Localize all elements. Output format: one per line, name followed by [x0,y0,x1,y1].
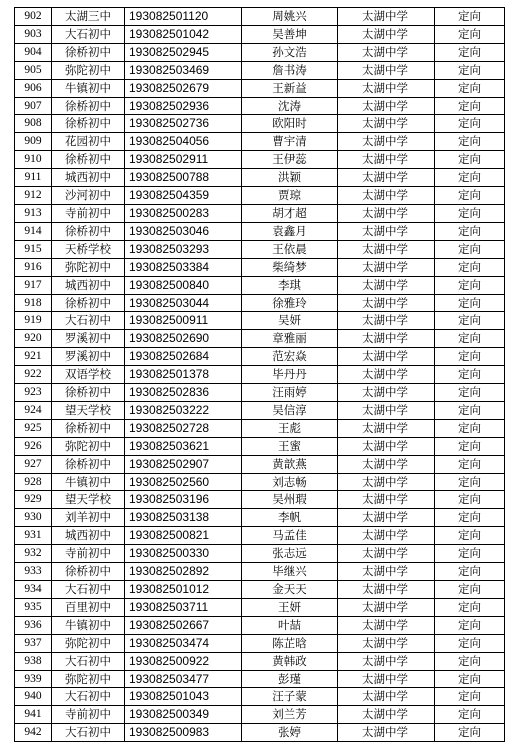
row-number: 927 [15,455,52,473]
student-id-cell: 193082503474 [125,634,242,652]
school-cell: 罗溪初中 [52,330,125,348]
row-number: 904 [15,43,52,61]
school-cell: 花园初中 [52,133,125,151]
row-number: 937 [15,634,52,652]
row-number: 942 [15,724,52,742]
student-name-cell: 陈芷晗 [242,634,338,652]
student-id-cell: 193082502684 [125,348,242,366]
target-school-cell: 太湖中学 [338,204,435,222]
row-number: 936 [15,616,52,634]
school-cell: 大石初中 [52,652,125,670]
student-id-cell: 193082500788 [125,169,242,187]
student-name-cell: 张婷 [242,724,338,742]
table-row [15,581,505,599]
admission-type-cell: 定向 [435,634,505,652]
target-school-cell: 太湖中学 [338,348,435,366]
school-cell: 城西初中 [52,527,125,545]
target-school-cell: 太湖中学 [338,294,435,312]
school-cell: 徐桥初中 [52,43,125,61]
admission-type-cell: 定向 [435,366,505,384]
student-name-cell: 王依晨 [242,240,338,258]
school-cell: 天桥学校 [52,240,125,258]
student-id-cell: 193082503621 [125,437,242,455]
student-name-cell: 吴妍 [242,312,338,330]
admission-type-cell: 定向 [435,509,505,527]
admission-type-cell: 定向 [435,401,505,419]
school-cell: 望天学校 [52,401,125,419]
table-row [15,509,505,527]
school-cell: 寺前初中 [52,204,125,222]
school-cell: 徐桥初中 [52,151,125,169]
student-name-cell: 范宏焱 [242,348,338,366]
target-school-cell: 太湖中学 [338,455,435,473]
row-number: 914 [15,222,52,240]
admission-type-cell: 定向 [435,97,505,115]
school-cell: 牛镇初中 [52,473,125,491]
row-number: 909 [15,133,52,151]
row-number: 923 [15,384,52,402]
table-row [15,79,505,97]
target-school-cell: 太湖中学 [338,133,435,151]
school-cell: 刘羊初中 [52,509,125,527]
target-school-cell: 太湖中学 [338,401,435,419]
table-row [15,43,505,61]
student-name-cell: 王新益 [242,79,338,97]
student-id-cell: 193082501043 [125,688,242,706]
student-id-cell: 193082502667 [125,616,242,634]
school-cell: 大石初中 [52,312,125,330]
row-number: 903 [15,25,52,43]
school-cell: 城西初中 [52,169,125,187]
student-id-cell: 193082503384 [125,258,242,276]
student-name-cell: 袁鑫月 [242,222,338,240]
school-cell: 牛镇初中 [52,616,125,634]
row-number: 941 [15,706,52,724]
student-name-cell: 胡才超 [242,204,338,222]
student-name-cell: 刘志畅 [242,473,338,491]
admission-type-cell: 定向 [435,437,505,455]
table-row [15,563,505,581]
target-school-cell: 太湖中学 [338,581,435,599]
student-name-cell: 周姚兴 [242,8,338,26]
admission-type-cell: 定向 [435,598,505,616]
row-number: 921 [15,348,52,366]
table-row [15,652,505,670]
student-name-cell: 欧阳时 [242,115,338,133]
row-number: 919 [15,312,52,330]
student-name-cell: 吴善坤 [242,25,338,43]
student-name-cell: 詹书涛 [242,61,338,79]
student-name-cell: 沈涛 [242,97,338,115]
table-row [15,634,505,652]
admission-type-cell: 定向 [435,204,505,222]
row-number: 932 [15,545,52,563]
target-school-cell: 太湖中学 [338,634,435,652]
student-id-cell: 193082500911 [125,312,242,330]
target-school-cell: 太湖中学 [338,115,435,133]
table-row [15,222,505,240]
student-id-cell: 193082502892 [125,563,242,581]
table-row [15,366,505,384]
school-cell: 徐桥初中 [52,222,125,240]
target-school-cell: 太湖中学 [338,419,435,437]
row-number: 940 [15,688,52,706]
admission-type-cell: 定向 [435,455,505,473]
school-cell: 徐桥初中 [52,97,125,115]
target-school-cell: 太湖中学 [338,652,435,670]
admission-type-cell: 定向 [435,616,505,634]
student-id-cell: 193082503044 [125,294,242,312]
target-school-cell: 太湖中学 [338,598,435,616]
school-cell: 百里初中 [52,598,125,616]
student-id-cell: 193082503196 [125,491,242,509]
table-row [15,258,505,276]
student-id-cell: 193082502936 [125,97,242,115]
target-school-cell: 太湖中学 [338,312,435,330]
student-id-cell: 193082501120 [125,8,242,26]
student-id-cell: 193082502945 [125,43,242,61]
admission-type-cell: 定向 [435,222,505,240]
admission-type-cell: 定向 [435,670,505,688]
student-id-cell: 193082503293 [125,240,242,258]
school-cell: 城西初中 [52,276,125,294]
row-number: 910 [15,151,52,169]
table-row [15,169,505,187]
student-id-cell: 193082504056 [125,133,242,151]
admission-type-cell: 定向 [435,419,505,437]
target-school-cell: 太湖中学 [338,563,435,581]
target-school-cell: 太湖中学 [338,545,435,563]
student-id-cell: 193082502836 [125,384,242,402]
student-name-cell: 彭瑾 [242,670,338,688]
table-row [15,688,505,706]
table-row [15,97,505,115]
table-row [15,61,505,79]
row-number: 934 [15,581,52,599]
student-name-cell: 吴信淳 [242,401,338,419]
table-row [15,204,505,222]
table-body [15,8,505,742]
row-number: 915 [15,240,52,258]
target-school-cell: 太湖中学 [338,8,435,26]
school-cell: 徐桥初中 [52,455,125,473]
table-row [15,473,505,491]
admission-type-cell: 定向 [435,294,505,312]
school-cell: 弥陀初中 [52,634,125,652]
table-row [15,312,505,330]
table-row [15,348,505,366]
student-id-cell: 193082500922 [125,652,242,670]
admission-type-cell: 定向 [435,240,505,258]
admission-type-cell: 定向 [435,79,505,97]
school-cell: 寺前初中 [52,545,125,563]
target-school-cell: 太湖中学 [338,724,435,742]
row-number: 916 [15,258,52,276]
row-number: 907 [15,97,52,115]
table-row [15,25,505,43]
target-school-cell: 太湖中学 [338,509,435,527]
student-name-cell: 李帆 [242,509,338,527]
admission-type-cell: 定向 [435,312,505,330]
table-row [15,133,505,151]
student-name-cell: 贾琼 [242,187,338,205]
table-row [15,151,505,169]
student-name-cell: 王伊蕊 [242,151,338,169]
target-school-cell: 太湖中学 [338,366,435,384]
row-number: 931 [15,527,52,545]
admission-type-cell: 定向 [435,187,505,205]
row-number: 920 [15,330,52,348]
target-school-cell: 太湖中学 [338,527,435,545]
student-name-cell: 马孟佳 [242,527,338,545]
table-row [15,294,505,312]
admission-type-cell: 定向 [435,527,505,545]
school-cell: 徐桥初中 [52,294,125,312]
row-number: 939 [15,670,52,688]
school-cell: 望天学校 [52,491,125,509]
admission-table [14,7,505,742]
admission-type-cell: 定向 [435,258,505,276]
row-number: 929 [15,491,52,509]
student-id-cell: 193082503046 [125,222,242,240]
table-row [15,598,505,616]
student-id-cell: 193082501378 [125,366,242,384]
school-cell: 寺前初中 [52,706,125,724]
row-number: 905 [15,61,52,79]
table-row [15,401,505,419]
target-school-cell: 太湖中学 [338,473,435,491]
school-cell: 大石初中 [52,581,125,599]
school-cell: 罗溪初中 [52,348,125,366]
student-name-cell: 黄韩政 [242,652,338,670]
row-number: 918 [15,294,52,312]
student-name-cell: 张志远 [242,545,338,563]
table-row [15,8,505,26]
student-id-cell: 193082501042 [125,25,242,43]
table-row [15,527,505,545]
student-name-cell: 刘兰芳 [242,706,338,724]
target-school-cell: 太湖中学 [338,258,435,276]
admission-type-cell: 定向 [435,25,505,43]
student-id-cell: 193082502728 [125,419,242,437]
table-row [15,616,505,634]
admission-type-cell: 定向 [435,491,505,509]
admission-list-sheet [14,7,504,742]
target-school-cell: 太湖中学 [338,437,435,455]
school-cell: 弥陀初中 [52,61,125,79]
table-row [15,330,505,348]
student-id-cell: 193082501012 [125,581,242,599]
table-row [15,706,505,724]
admission-type-cell: 定向 [435,8,505,26]
school-cell: 弥陀初中 [52,437,125,455]
student-id-cell: 193082500349 [125,706,242,724]
student-id-cell: 193082503469 [125,61,242,79]
student-name-cell: 柴绮梦 [242,258,338,276]
student-id-cell: 193082502907 [125,455,242,473]
row-number: 908 [15,115,52,133]
table-row [15,240,505,258]
row-number: 906 [15,79,52,97]
table-row [15,276,505,294]
school-cell: 徐桥初中 [52,115,125,133]
table-row [15,384,505,402]
school-cell: 牛镇初中 [52,79,125,97]
row-number: 924 [15,401,52,419]
table-row [15,491,505,509]
student-id-cell: 193082502560 [125,473,242,491]
admission-type-cell: 定向 [435,169,505,187]
target-school-cell: 太湖中学 [338,187,435,205]
admission-type-cell: 定向 [435,652,505,670]
table-row [15,455,505,473]
row-number: 925 [15,419,52,437]
student-name-cell: 徐雅玲 [242,294,338,312]
row-number: 922 [15,366,52,384]
student-name-cell: 王蜜 [242,437,338,455]
student-id-cell: 193082500283 [125,204,242,222]
student-id-cell: 193082500840 [125,276,242,294]
admission-type-cell: 定向 [435,133,505,151]
row-number: 912 [15,187,52,205]
row-number: 926 [15,437,52,455]
school-cell: 弥陀初中 [52,258,125,276]
admission-type-cell: 定向 [435,330,505,348]
target-school-cell: 太湖中学 [338,222,435,240]
student-id-cell: 193082503222 [125,401,242,419]
admission-type-cell: 定向 [435,384,505,402]
table-row [15,545,505,563]
target-school-cell: 太湖中学 [338,43,435,61]
student-id-cell: 193082500821 [125,527,242,545]
table-row [15,724,505,742]
target-school-cell: 太湖中学 [338,240,435,258]
student-id-cell: 193082503711 [125,598,242,616]
admission-type-cell: 定向 [435,43,505,61]
student-name-cell: 叶喆 [242,616,338,634]
row-number: 935 [15,598,52,616]
target-school-cell: 太湖中学 [338,276,435,294]
student-id-cell: 193082500330 [125,545,242,563]
student-name-cell: 章雅丽 [242,330,338,348]
student-name-cell: 毕丹丹 [242,366,338,384]
student-id-cell: 193082502911 [125,151,242,169]
admission-type-cell: 定向 [435,563,505,581]
student-name-cell: 孙文浩 [242,43,338,61]
table-row [15,187,505,205]
school-cell: 徐桥初中 [52,563,125,581]
student-name-cell: 汪子蒙 [242,688,338,706]
row-number: 928 [15,473,52,491]
target-school-cell: 太湖中学 [338,25,435,43]
target-school-cell: 太湖中学 [338,616,435,634]
admission-type-cell: 定向 [435,276,505,294]
student-id-cell: 193082502690 [125,330,242,348]
target-school-cell: 太湖中学 [338,670,435,688]
student-id-cell: 193082503477 [125,670,242,688]
school-cell: 太湖三中 [52,8,125,26]
table-row [15,419,505,437]
target-school-cell: 太湖中学 [338,384,435,402]
row-number: 938 [15,652,52,670]
row-number: 911 [15,169,52,187]
student-name-cell: 王彪 [242,419,338,437]
target-school-cell: 太湖中学 [338,151,435,169]
row-number: 913 [15,204,52,222]
admission-type-cell: 定向 [435,581,505,599]
admission-type-cell: 定向 [435,348,505,366]
student-id-cell: 193082503138 [125,509,242,527]
admission-type-cell: 定向 [435,688,505,706]
student-id-cell: 193082500983 [125,724,242,742]
admission-type-cell: 定向 [435,151,505,169]
target-school-cell: 太湖中学 [338,491,435,509]
student-id-cell: 193082502679 [125,79,242,97]
student-id-cell: 193082504359 [125,187,242,205]
student-name-cell: 洪颖 [242,169,338,187]
target-school-cell: 太湖中学 [338,706,435,724]
target-school-cell: 太湖中学 [338,97,435,115]
admission-type-cell: 定向 [435,473,505,491]
school-cell: 弥陀初中 [52,670,125,688]
table-row [15,437,505,455]
student-name-cell: 王妍 [242,598,338,616]
school-cell: 双语学校 [52,366,125,384]
school-cell: 大石初中 [52,688,125,706]
school-cell: 沙河初中 [52,187,125,205]
student-name-cell: 黄歆燕 [242,455,338,473]
student-name-cell: 金天天 [242,581,338,599]
student-id-cell: 193082502736 [125,115,242,133]
student-name-cell: 曹宇清 [242,133,338,151]
target-school-cell: 太湖中学 [338,61,435,79]
school-cell: 大石初中 [52,25,125,43]
admission-type-cell: 定向 [435,115,505,133]
row-number: 902 [15,8,52,26]
row-number: 933 [15,563,52,581]
admission-type-cell: 定向 [435,61,505,79]
school-cell: 徐桥初中 [52,384,125,402]
table-row [15,670,505,688]
target-school-cell: 太湖中学 [338,169,435,187]
row-number: 930 [15,509,52,527]
table-row [15,115,505,133]
admission-type-cell: 定向 [435,706,505,724]
school-cell: 大石初中 [52,724,125,742]
student-name-cell: 吴州瑕 [242,491,338,509]
student-name-cell: 李琪 [242,276,338,294]
row-number: 917 [15,276,52,294]
target-school-cell: 太湖中学 [338,79,435,97]
admission-type-cell: 定向 [435,545,505,563]
student-name-cell: 汪雨婷 [242,384,338,402]
target-school-cell: 太湖中学 [338,688,435,706]
admission-type-cell: 定向 [435,724,505,742]
school-cell: 徐桥初中 [52,419,125,437]
target-school-cell: 太湖中学 [338,330,435,348]
student-name-cell: 毕继兴 [242,563,338,581]
